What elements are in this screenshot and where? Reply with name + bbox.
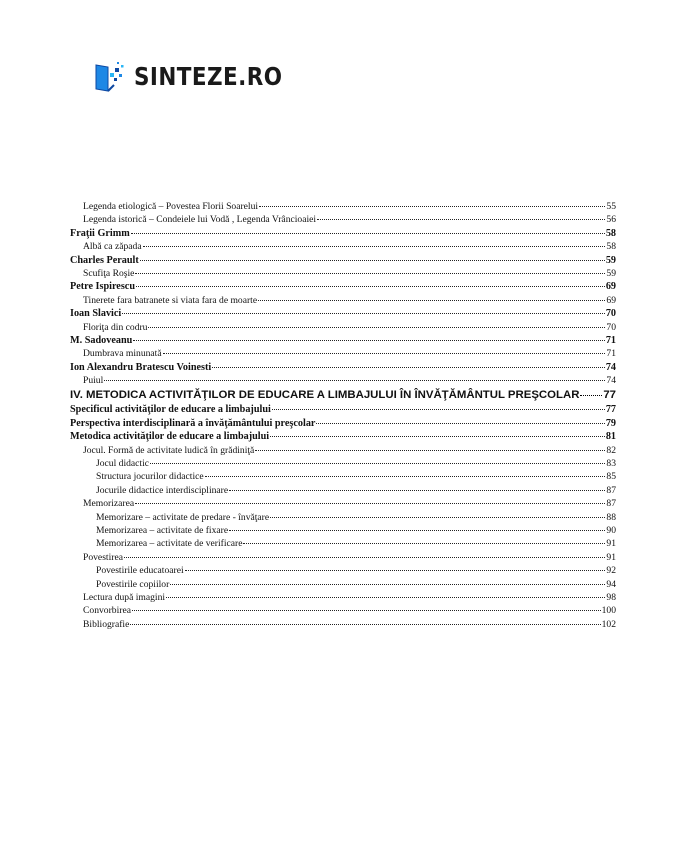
dot-leader xyxy=(166,597,605,598)
toc-entry-title: Jocul didactic xyxy=(96,458,150,470)
toc-entry[interactable] xyxy=(70,591,616,604)
toc-entry-page: 69 xyxy=(605,281,616,293)
toc-entry-page: 70 xyxy=(606,321,616,333)
dot-leader xyxy=(148,327,605,328)
brand-name: SINTEZE.RO xyxy=(134,61,283,91)
toc-entry[interactable] xyxy=(70,307,616,320)
toc-entry-title: Dumbrava minunată xyxy=(83,348,162,360)
toc-entry[interactable] xyxy=(70,200,616,213)
dot-leader xyxy=(205,476,606,477)
dot-leader xyxy=(259,206,605,207)
toc-entry-title: Lectura după imagini xyxy=(83,591,166,603)
toc-entry-page: 59 xyxy=(605,254,616,266)
toc-entry-title: Bibliografie xyxy=(83,618,130,630)
toc-entry-page: 77 xyxy=(603,389,616,402)
toc-entry[interactable] xyxy=(70,267,616,280)
toc-entry[interactable] xyxy=(70,227,616,240)
toc-entry-page: 98 xyxy=(606,591,616,603)
toc-entry[interactable] xyxy=(70,387,616,403)
toc-entry-title: Memorizarea – activitate de verificare xyxy=(96,538,243,550)
dot-leader xyxy=(255,450,605,451)
toc-entry-title: Povestirile educatoarei xyxy=(96,565,184,577)
toc-entry[interactable] xyxy=(70,347,616,360)
dot-leader xyxy=(136,286,605,287)
dot-leader xyxy=(130,624,600,625)
toc-entry-title: Fraţii Grimm xyxy=(70,227,130,239)
toc-entry[interactable] xyxy=(70,280,616,293)
toc-entry[interactable] xyxy=(70,578,616,591)
toc-entry[interactable] xyxy=(70,604,616,617)
toc-entry-page: 79 xyxy=(605,417,616,429)
dot-leader xyxy=(243,543,605,544)
toc-entry-title: Povestirea xyxy=(83,551,123,563)
toc-entry-title: Albă ca zăpada xyxy=(83,241,142,253)
toc-entry-page: 91 xyxy=(606,538,616,550)
toc-entry[interactable] xyxy=(70,618,616,631)
toc-entry-title: Scufiţa Roşie xyxy=(83,267,135,279)
toc-entry-page: 87 xyxy=(606,498,616,510)
toc-entry-page: 85 xyxy=(606,471,616,483)
dot-leader xyxy=(270,436,605,437)
toc-entry-page: 71 xyxy=(606,348,616,360)
dot-leader xyxy=(124,557,605,558)
toc-entry-title: Tinerete fara batranete si viata fara de moarte xyxy=(83,294,258,306)
toc-entry-page: 55 xyxy=(606,201,616,212)
toc-entry-page: 74 xyxy=(605,361,616,373)
toc-entry-title: Memorizare – activitate de predare - învăţare xyxy=(96,511,270,523)
toc-entry-page: 81 xyxy=(605,431,616,443)
dot-leader xyxy=(229,530,605,531)
toc-entry-page: 70 xyxy=(605,308,616,320)
toc-entry-page: 83 xyxy=(606,458,616,470)
dot-leader xyxy=(272,409,605,410)
dot-leader xyxy=(122,313,605,314)
toc-entry[interactable] xyxy=(70,374,616,387)
dot-leader xyxy=(163,353,606,354)
dot-leader xyxy=(212,367,605,368)
toc-entry[interactable] xyxy=(70,430,616,443)
dot-leader xyxy=(132,610,601,611)
toc-entry-page: 91 xyxy=(606,551,616,563)
dot-leader xyxy=(131,233,605,234)
dot-leader xyxy=(258,300,605,301)
dot-leader xyxy=(580,395,602,396)
dot-leader xyxy=(270,517,605,518)
dot-leader xyxy=(316,423,604,424)
toc-entry-title: Legenda etiologică – Povestea Florii Soarelui xyxy=(83,201,259,212)
toc-entry-title: Convorbirea xyxy=(83,605,131,617)
toc-entry-page: 88 xyxy=(606,511,616,523)
toc-entry-page: 77 xyxy=(605,404,616,416)
toc-entry-title: Memorizarea xyxy=(83,498,135,510)
toc-entry-title: Specificul activităţilor de educare a limbajului xyxy=(70,404,271,416)
toc-entry-title: Puiul xyxy=(83,375,104,387)
toc-entry-page: 100 xyxy=(601,605,616,617)
dot-leader xyxy=(135,503,605,504)
toc-entry-page: 92 xyxy=(606,565,616,577)
toc-entry-title: Floriţa din codru xyxy=(83,321,148,333)
toc-entry-title: Charles Perault xyxy=(70,254,139,266)
brand-logo[interactable] xyxy=(92,58,307,94)
dot-leader xyxy=(133,340,605,341)
toc-entry-page: 71 xyxy=(605,334,616,346)
dot-leader xyxy=(104,380,605,381)
toc-entry[interactable] xyxy=(70,254,616,267)
toc-entry-title: Legenda istorică – Condeiele lui Vodă , Legenda Vrâncioaiei xyxy=(83,214,317,226)
toc-entry-title: Perspectiva interdisciplinară a învăţământului preşcolar xyxy=(70,417,316,429)
toc-entry-title: Structura jocurilor didactice xyxy=(96,471,204,483)
toc-entry-page: 94 xyxy=(606,578,616,590)
toc-entry-page: 59 xyxy=(606,267,616,279)
toc-entry-page: 82 xyxy=(606,444,616,456)
toc-entry-title: Povestirile copiilor xyxy=(96,578,170,590)
dot-leader xyxy=(170,584,605,585)
toc-entry-title: Ioan Slavici xyxy=(70,308,122,320)
toc-entry[interactable] xyxy=(70,361,616,374)
toc-entry-page: 58 xyxy=(605,227,616,239)
toc-entry[interactable] xyxy=(70,470,616,483)
toc-entry[interactable] xyxy=(70,511,616,524)
toc-entry[interactable] xyxy=(70,321,616,334)
toc-entry-page: 56 xyxy=(606,214,616,226)
toc-entry-title: Ion Alexandru Bratescu Voinesti xyxy=(70,361,212,373)
toc-entry[interactable] xyxy=(70,484,616,497)
toc-entry-title: Jocurile didactice interdisciplinare xyxy=(96,484,229,496)
toc-entry[interactable] xyxy=(70,403,616,416)
table-of-contents xyxy=(70,200,616,631)
dot-leader xyxy=(150,463,605,464)
toc-entry-title: Memorizarea – activitate de fixare xyxy=(96,524,229,536)
toc-entry[interactable] xyxy=(70,294,616,307)
toc-entry[interactable] xyxy=(70,417,616,430)
toc-entry-title: Jocul. Formă de activitate ludică în grădiniţă xyxy=(83,444,255,456)
dot-leader xyxy=(185,570,606,571)
toc-entry[interactable] xyxy=(70,457,616,470)
toc-entry[interactable] xyxy=(70,564,616,577)
toc-entry-title: Petre Ispirescu xyxy=(70,281,135,293)
toc-entry[interactable] xyxy=(70,524,616,537)
toc-entry-page: 102 xyxy=(601,618,616,630)
toc-entry[interactable] xyxy=(70,444,616,457)
dot-leader xyxy=(229,490,605,491)
toc-entry-page: 74 xyxy=(606,375,616,387)
dot-leader xyxy=(317,219,605,220)
toc-entry[interactable] xyxy=(70,537,616,550)
toc-entry-title: Metodica activităţilor de educare a limbajului xyxy=(70,431,270,443)
toc-entry-title: IV. METODICA ACTIVITĂŢILOR DE EDUCARE A LIMBAJULUI ÎN ÎNVĂŢĂMÂNTUL PREŞCOLAR xyxy=(70,389,580,402)
book-sparkle-icon xyxy=(92,59,126,93)
toc-entry[interactable] xyxy=(70,240,616,253)
toc-entry[interactable] xyxy=(70,213,616,226)
toc-entry-title: M. Sadoveanu xyxy=(70,334,133,346)
dot-leader xyxy=(140,260,605,261)
toc-entry[interactable] xyxy=(70,497,616,510)
toc-entry-page: 90 xyxy=(606,524,616,536)
dot-leader xyxy=(143,246,606,247)
toc-entry-page: 58 xyxy=(606,241,616,253)
toc-entry[interactable] xyxy=(70,551,616,564)
dot-leader xyxy=(135,273,605,274)
toc-entry-page: 69 xyxy=(606,294,616,306)
toc-entry[interactable] xyxy=(70,334,616,347)
toc-entry-page: 87 xyxy=(606,484,616,496)
